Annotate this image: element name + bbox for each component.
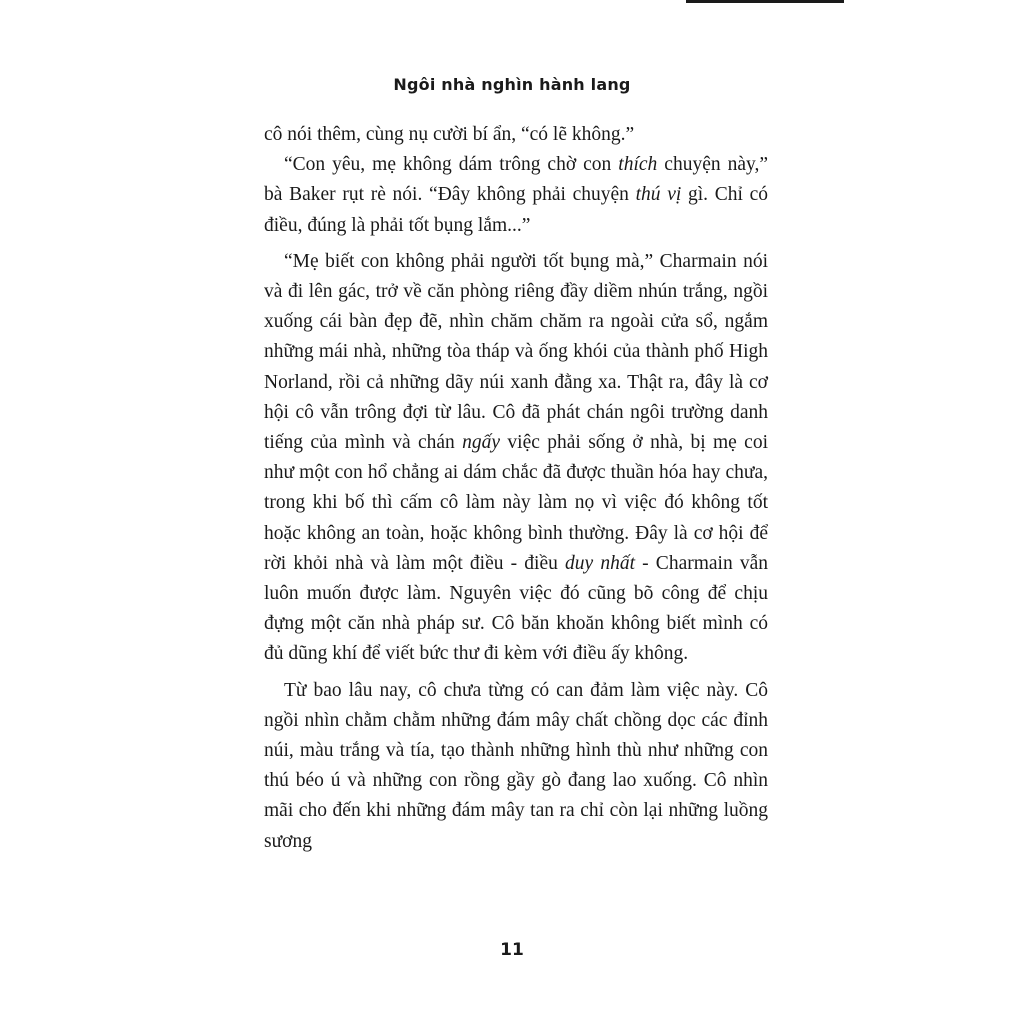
italic-text-run: ngấy — [462, 432, 501, 454]
text-run: chuyện này,” bà Baker rụt rè nói. “Đây không phải chuyện — [264, 154, 769, 206]
paragraph-1 — [264, 120, 768, 150]
text-run: gì. Chỉ có điều, đúng là phải tốt bụng lắm...” — [264, 184, 769, 236]
paragraph-3 — [264, 247, 768, 670]
italic-text-run: duy nhất — [565, 552, 636, 574]
italic-text-run: thích — [618, 154, 658, 176]
text-run: việc phải sống ở nhà, bị mẹ coi như một con hổ chẳng ai dám chắc đã được thuần hóa hay chưa, trong khi bố thì cấm cô làm này làm nọ vì việc đó không tốt hoặc không an toàn, hoặc không bình thường. Đây là cơ hội để rời khỏi nhà và làm một điều - điều — [264, 432, 768, 574]
text-run: Từ bao lâu nay, cô chưa từng có can đảm làm việc này. Cô ngồi nhìn chằm chằm những đám mây chất chồng dọc các đỉnh núi, màu trắng và tía, tạo thành những hình thù như những con thú béo ú và những con rồng gầy gò đang lao xuống. Cô nhìn mãi cho đến khi những đám mây tan ra chỉ còn lại những luồng sương — [264, 679, 768, 852]
text-run: “Mẹ biết con không phải người tốt bụng mà,” Charmain nói và đi lên gác, trở về căn phòng riêng đầy diềm nhún trắng, ngồi xuống cái bàn đẹp đẽ, nhìn chăm chăm ra ngoài cửa sổ, ngắm những mái nhà, những tòa tháp và ống khói của thành phố High Norland, rồi cả những dãy núi xanh đằng xa. Thật ra, đây là cơ hội cô vẫn trông đợi từ lâu. Cô đã phát chán ngôi trường danh tiếng của mình và chán — [264, 250, 768, 454]
italic-text-run: thú vị — [635, 184, 682, 206]
page-number: 11 — [500, 940, 524, 960]
top-edge-rule — [686, 0, 844, 3]
body-text — [264, 120, 768, 857]
text-run: - Charmain vẫn luôn muốn được làm. Nguyên việc đó cũng bõ công để chịu đựng một căn nhà pháp sư. Cô băn khoăn không biết mình có đủ dũng khí để viết bức thư đi kèm với điều ấy không. — [264, 552, 769, 665]
text-run: “Con yêu, mẹ không dám trông chờ con — [284, 154, 619, 176]
running-head: Ngôi nhà nghìn hành lang — [393, 75, 631, 94]
text-run: cô nói thêm, cùng nụ cười bí ẩn, “có lẽ không.” — [264, 124, 635, 145]
paragraph-2 — [264, 150, 768, 241]
paragraph-4 — [264, 676, 768, 857]
